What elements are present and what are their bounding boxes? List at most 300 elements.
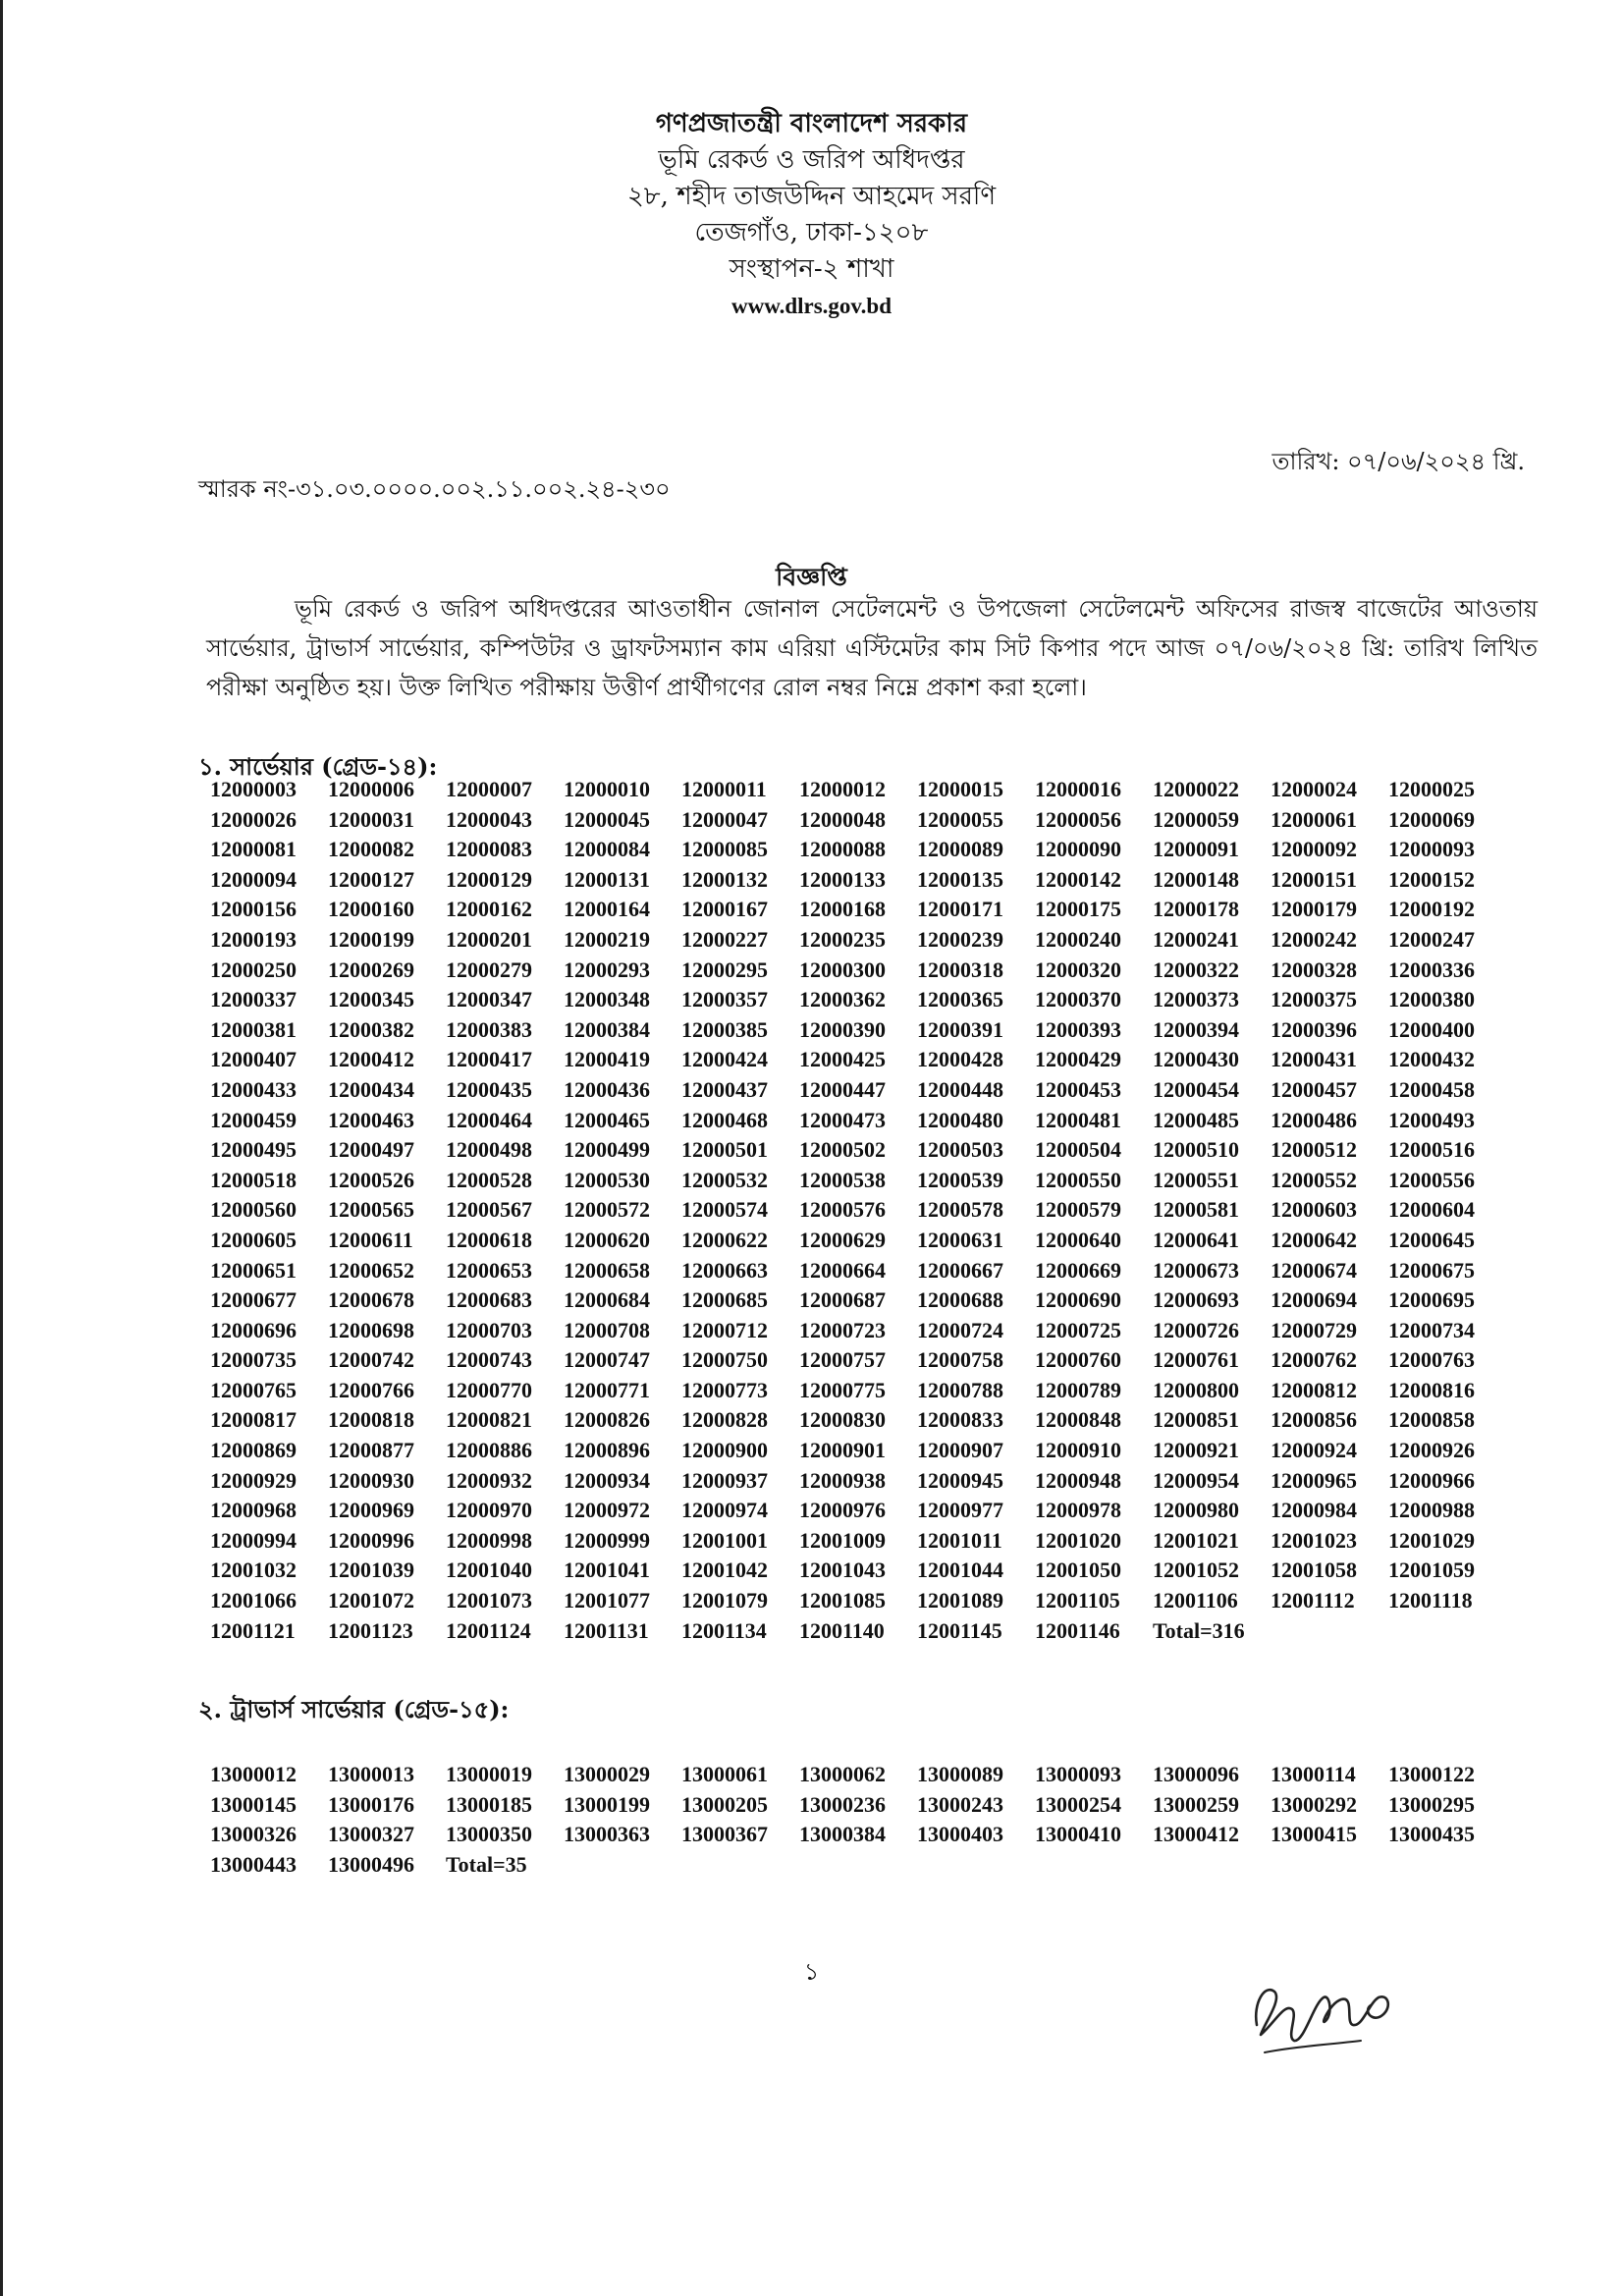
roll-number: 12001020 <box>1035 1527 1121 1553</box>
roll-number: 12000512 <box>1271 1137 1357 1163</box>
roll-number: 12000877 <box>328 1438 414 1463</box>
roll-number: 12000567 <box>446 1197 532 1223</box>
roll-number: 12000031 <box>328 806 414 832</box>
roll-number: 12000886 <box>446 1438 532 1463</box>
roll-number: 12000921 <box>1153 1438 1239 1463</box>
roll-number: 12001032 <box>210 1558 297 1583</box>
roll-number: 12001073 <box>446 1588 532 1613</box>
roll-number: 12000432 <box>1388 1047 1475 1072</box>
roll-number: 12000337 <box>210 987 297 1012</box>
roll-number: 12000250 <box>210 957 297 982</box>
roll-number: 12000538 <box>799 1167 886 1192</box>
website-link[interactable]: www.dlrs.gov.bd <box>731 294 892 318</box>
roll-number: 12001059 <box>1388 1558 1475 1583</box>
roll-number: 12001050 <box>1035 1558 1121 1583</box>
roll-number: 12000693 <box>1153 1287 1239 1313</box>
memo-number: স্মারক নং-৩১.০৩.০০০০.০০২.১১.০০২.২৪-২৩০ <box>198 475 671 503</box>
roll-number: 12000025 <box>1388 777 1475 801</box>
roll-number: 12000603 <box>1271 1197 1357 1223</box>
roll-number: 12000320 <box>1035 957 1121 982</box>
roll-number: 12001134 <box>681 1617 767 1643</box>
roll-number: 12000048 <box>799 806 886 832</box>
roll-number: 12000869 <box>210 1438 297 1463</box>
roll-number: 12000433 <box>210 1076 297 1102</box>
roll-number: 12000043 <box>446 806 532 832</box>
roll-number: 12000658 <box>564 1257 650 1283</box>
roll-number: 12000938 <box>799 1467 886 1493</box>
roll-number: 13000012 <box>210 1762 297 1786</box>
roll-number: 12000089 <box>917 837 1003 862</box>
roll-number: 12000465 <box>564 1107 650 1132</box>
roll-number: 13000415 <box>1271 1822 1357 1847</box>
roll-number: 12000192 <box>1388 897 1475 922</box>
roll-number: 12000605 <box>210 1227 297 1252</box>
roll-number: 12000669 <box>1035 1257 1121 1283</box>
roll-number: 12000088 <box>799 837 886 862</box>
roll-number: 12000167 <box>681 897 768 922</box>
roll-number: 12000974 <box>681 1498 768 1523</box>
roll-number: 12000556 <box>1388 1167 1475 1192</box>
roll-number: 12000056 <box>1035 806 1121 832</box>
roll-number: 12000664 <box>799 1257 886 1283</box>
roll-number: 12000061 <box>1271 806 1357 832</box>
roll-number: 12000848 <box>1035 1407 1121 1433</box>
roll-number: 12000631 <box>917 1227 1003 1252</box>
roll-number: 12001121 <box>210 1617 296 1643</box>
roll-number: 12000447 <box>799 1076 886 1102</box>
total-count: Total=35 <box>446 1851 527 1877</box>
roll-number: 12000579 <box>1035 1197 1121 1223</box>
roll-number: 13000410 <box>1035 1822 1121 1847</box>
roll-number: 13000236 <box>799 1791 886 1817</box>
roll-number: 12000771 <box>564 1377 650 1402</box>
roll-number: 12000972 <box>564 1498 650 1523</box>
scan-edge <box>0 0 3 2296</box>
roll-number: 13000029 <box>564 1762 650 1786</box>
roll-number: 12001145 <box>917 1617 1002 1643</box>
roll-number: 12000362 <box>799 987 886 1012</box>
roll-number: 12000954 <box>1153 1467 1239 1493</box>
notice-body: ভূমি রেকর্ড ও জরিপ অধিদপ্তরের আওতাধীন জোনাল সেটেলমেন্ট ও উপজেলা সেটেলমেন্ট অফিসের রাজস্ব বাজেটের আওতায় সার্ভেয়ার, ট্রাভার্স সার্ভেয়ার, কম্পিউটর ও ড্রাফটসম্যান কাম এরিয়া এস্টিমেটর কাম সিট কিপার পদে আজ ০৭/০৬/২০২৪ খ্রি: তারিখ লিখিত পরীক্ষা অনুষ্ঠিত হয়। উক্ত লিখিত পরীক্ষায় উত্তীর্ণ প্রার্থীগণের রোল নম্বর নিম্নে প্রকাশ করা হলো। <box>206 595 1538 701</box>
roll-number: 12000516 <box>1388 1137 1475 1163</box>
roll-number: 12001131 <box>564 1617 649 1643</box>
roll-number: 12000708 <box>564 1317 650 1342</box>
roll-number: 12000396 <box>1271 1016 1357 1042</box>
roll-number: 13000403 <box>917 1822 1003 1847</box>
roll-number: 12000667 <box>917 1257 1003 1283</box>
roll-number: 12000734 <box>1388 1317 1475 1342</box>
roll-number: 12000293 <box>564 957 650 982</box>
department-name: ভূমি রেকর্ড ও জরিপ অধিদপ্তর <box>658 145 965 175</box>
roll-number: 12000201 <box>446 926 532 952</box>
roll-number: 13000122 <box>1388 1762 1475 1786</box>
roll-number: 12000370 <box>1035 987 1121 1012</box>
roll-number: 12000966 <box>1388 1467 1475 1493</box>
roll-number: 12000015 <box>917 777 1003 801</box>
roll-number: 12001146 <box>1035 1617 1120 1643</box>
roll-number: 12000178 <box>1153 897 1239 922</box>
roll-number: 12001106 <box>1153 1588 1238 1613</box>
roll-number: 12000695 <box>1388 1287 1475 1313</box>
roll-number: 12000901 <box>799 1438 886 1463</box>
roll-number: 12000457 <box>1271 1076 1357 1102</box>
roll-number: 12000199 <box>328 926 414 952</box>
roll-number: 12000830 <box>799 1407 886 1433</box>
roll-number: 12000851 <box>1153 1407 1239 1433</box>
roll-number: 12000279 <box>446 957 532 982</box>
roll-number: 12000640 <box>1035 1227 1121 1252</box>
roll-number: 12000896 <box>564 1438 650 1463</box>
notice-title: বিজ্ঞপ্তি <box>776 563 847 591</box>
roll-number: 12000464 <box>446 1107 532 1132</box>
roll-number: 12001001 <box>681 1527 768 1553</box>
roll-number: 12000518 <box>210 1167 297 1192</box>
roll-number: 13000496 <box>328 1851 414 1877</box>
roll-number: 12000085 <box>681 837 768 862</box>
roll-number: 12000758 <box>917 1347 1003 1373</box>
roll-number: 12000735 <box>210 1347 297 1373</box>
roll-number: 12001043 <box>799 1558 886 1583</box>
roll-number: 12000800 <box>1153 1377 1239 1402</box>
roll-number: 12000069 <box>1388 806 1475 832</box>
roll-number: 12000994 <box>210 1527 297 1553</box>
roll-number: 13000199 <box>564 1791 650 1817</box>
roll-number: 12000391 <box>917 1016 1003 1042</box>
roll-number: 12000742 <box>328 1347 414 1373</box>
roll-number: 12000698 <box>328 1317 414 1342</box>
roll-number: 12001066 <box>210 1588 297 1613</box>
roll-number: 13000013 <box>328 1762 414 1786</box>
roll-number: 12000948 <box>1035 1467 1121 1493</box>
roll-number: 12000242 <box>1271 926 1357 952</box>
roll-number: 12001044 <box>917 1558 1003 1583</box>
roll-number: 12000578 <box>917 1197 1003 1223</box>
roll-number: 12000574 <box>681 1197 768 1223</box>
roll-number: 12000129 <box>446 866 532 892</box>
roll-number: 12000390 <box>799 1016 886 1042</box>
roll-number: 12000581 <box>1153 1197 1239 1223</box>
roll-number: 12000059 <box>1153 806 1239 832</box>
roll-number: 12000428 <box>917 1047 1003 1072</box>
roll-number: 12001124 <box>446 1617 531 1643</box>
branch-name: সংস্থাপন-২ শাখা <box>729 254 894 284</box>
roll-number: 12000724 <box>917 1317 1003 1342</box>
roll-number: 12000552 <box>1271 1167 1357 1192</box>
total-count: Total=316 <box>1153 1617 1245 1643</box>
roll-number: 12000175 <box>1035 897 1121 922</box>
roll-number: 12000999 <box>564 1527 650 1553</box>
roll-number: 12000011 <box>681 777 767 801</box>
roll-number: 12000560 <box>210 1197 297 1223</box>
roll-list-surveyor <box>210 777 1506 1648</box>
roll-number: 12001039 <box>328 1558 414 1583</box>
roll-number: 12000227 <box>681 926 768 952</box>
roll-number: 12000300 <box>799 957 886 982</box>
roll-number: 12000318 <box>917 957 1003 982</box>
roll-number: 12000385 <box>681 1016 768 1042</box>
roll-number: 12000929 <box>210 1467 297 1493</box>
roll-number: 12000493 <box>1388 1107 1475 1132</box>
roll-number: 12000135 <box>917 866 1003 892</box>
roll-number: 12000757 <box>799 1347 886 1373</box>
roll-number: 12000858 <box>1388 1407 1475 1433</box>
roll-number: 12001072 <box>328 1588 414 1613</box>
roll-number: 12000828 <box>681 1407 768 1433</box>
roll-number: 12000295 <box>681 957 768 982</box>
roll-number: 13000243 <box>917 1791 1003 1817</box>
roll-number: 12000687 <box>799 1287 886 1313</box>
roll-number: 12000526 <box>328 1167 414 1192</box>
roll-number: 12000932 <box>446 1467 532 1493</box>
roll-number: 12000937 <box>681 1467 768 1493</box>
roll-number: 12000907 <box>917 1438 1003 1463</box>
roll-number: 12000348 <box>564 987 650 1012</box>
roll-number: 12000425 <box>799 1047 886 1072</box>
roll-number: 12000910 <box>1035 1438 1121 1463</box>
roll-number: 12000007 <box>446 777 532 801</box>
roll-number: 12001140 <box>799 1617 885 1643</box>
roll-number: 12001089 <box>917 1588 1003 1613</box>
roll-number: 12000497 <box>328 1137 414 1163</box>
roll-number: 12000006 <box>328 777 414 801</box>
roll-number: 12000091 <box>1153 837 1239 862</box>
roll-number: 13000114 <box>1271 1762 1356 1786</box>
roll-number: 12000365 <box>917 987 1003 1012</box>
roll-number: 12000084 <box>564 837 650 862</box>
roll-number: 12000980 <box>1153 1498 1239 1523</box>
roll-number: 12001058 <box>1271 1558 1357 1583</box>
signature-mark <box>1235 1964 1407 2062</box>
roll-number: 12001118 <box>1388 1588 1473 1613</box>
roll-number: 12000969 <box>328 1498 414 1523</box>
roll-number: 13000367 <box>681 1822 768 1847</box>
roll-number: 12000696 <box>210 1317 297 1342</box>
roll-number: 12000435 <box>446 1076 532 1102</box>
roll-number: 12000012 <box>799 777 886 801</box>
roll-number: 12000934 <box>564 1467 650 1493</box>
roll-number: 13000363 <box>564 1822 650 1847</box>
roll-number: 12000384 <box>564 1016 650 1042</box>
roll-number: 12001011 <box>917 1527 1002 1553</box>
section-title-traverse-surveyor: ২. ট্রাভার্স সার্ভেয়ার (গ্রেড-১৫): <box>198 1695 510 1723</box>
roll-number: 12000576 <box>799 1197 886 1223</box>
roll-number: 13000435 <box>1388 1822 1475 1847</box>
roll-number: 12000380 <box>1388 987 1475 1012</box>
roll-number: 12000761 <box>1153 1347 1239 1373</box>
roll-number: 12000965 <box>1271 1467 1357 1493</box>
roll-number: 12000770 <box>446 1377 532 1402</box>
roll-number: 12000673 <box>1153 1257 1239 1283</box>
roll-number: 12000678 <box>328 1287 414 1313</box>
roll-number: 12001009 <box>799 1527 886 1553</box>
roll-number: 12000978 <box>1035 1498 1121 1523</box>
roll-number: 12000179 <box>1271 897 1357 922</box>
roll-number: 12000675 <box>1388 1257 1475 1283</box>
roll-number: 12000047 <box>681 806 768 832</box>
roll-number: 12000193 <box>210 926 297 952</box>
roll-number: 12000565 <box>328 1197 414 1223</box>
government-name: গণপ্রজাতন্ত্রী বাংলাদেশ সরকার <box>655 109 968 138</box>
roll-number: 12000690 <box>1035 1287 1121 1313</box>
roll-number: 12000499 <box>564 1137 650 1163</box>
roll-list-traverse-surveyor <box>210 1762 1506 1882</box>
roll-number: 13000061 <box>681 1762 768 1786</box>
roll-number: 13000089 <box>917 1762 1003 1786</box>
roll-number: 12000473 <box>799 1107 886 1132</box>
roll-number: 12000504 <box>1035 1137 1121 1163</box>
roll-number: 12000750 <box>681 1347 768 1373</box>
roll-number: 12000551 <box>1153 1167 1239 1192</box>
roll-number: 12000620 <box>564 1227 650 1252</box>
roll-number: 12000924 <box>1271 1438 1357 1463</box>
roll-number: 12000347 <box>446 987 532 1012</box>
roll-number: 12000611 <box>328 1227 413 1252</box>
roll-number: 12000127 <box>328 866 414 892</box>
roll-number: 13000205 <box>681 1791 768 1817</box>
roll-number: 12000550 <box>1035 1167 1121 1192</box>
roll-number: 12000817 <box>210 1407 297 1433</box>
roll-number: 13000292 <box>1271 1791 1357 1817</box>
roll-number: 12000430 <box>1153 1047 1239 1072</box>
roll-number: 12000148 <box>1153 866 1239 892</box>
roll-number: 12000431 <box>1271 1047 1357 1072</box>
roll-number: 12000723 <box>799 1317 886 1342</box>
roll-number: 12000131 <box>564 866 650 892</box>
roll-number: 12000968 <box>210 1498 297 1523</box>
roll-number: 12000133 <box>799 866 886 892</box>
roll-number: 13000062 <box>799 1762 886 1786</box>
roll-number: 12000629 <box>799 1227 886 1252</box>
roll-number: 12000642 <box>1271 1227 1357 1252</box>
roll-number: 12000394 <box>1153 1016 1239 1042</box>
roll-number: 12000688 <box>917 1287 1003 1313</box>
roll-number: 12000812 <box>1271 1377 1357 1402</box>
roll-number: 12000152 <box>1388 866 1475 892</box>
roll-number: 12000652 <box>328 1257 414 1283</box>
roll-number: 12000132 <box>681 866 768 892</box>
roll-number: 12000090 <box>1035 837 1121 862</box>
roll-number: 13000443 <box>210 1851 297 1877</box>
roll-number: 12000381 <box>210 1016 297 1042</box>
roll-number: 12000970 <box>446 1498 532 1523</box>
roll-number: 13000259 <box>1153 1791 1239 1817</box>
roll-number: 12000930 <box>328 1467 414 1493</box>
roll-number: 12000160 <box>328 897 414 922</box>
roll-number: 12000653 <box>446 1257 532 1283</box>
roll-number: 12000240 <box>1035 926 1121 952</box>
roll-number: 12000481 <box>1035 1107 1121 1132</box>
roll-number: 13000327 <box>328 1822 414 1847</box>
roll-number: 13000254 <box>1035 1791 1121 1817</box>
roll-number: 12000156 <box>210 897 297 922</box>
roll-number: 12000762 <box>1271 1347 1357 1373</box>
roll-number: 12000024 <box>1271 777 1357 801</box>
roll-number: 12000239 <box>917 926 1003 952</box>
roll-number: 12000459 <box>210 1107 297 1132</box>
roll-number: 12000663 <box>681 1257 768 1283</box>
roll-number: 12000486 <box>1271 1107 1357 1132</box>
roll-number: 12000510 <box>1153 1137 1239 1163</box>
roll-number: 12000448 <box>917 1076 1003 1102</box>
roll-number: 12000725 <box>1035 1317 1121 1342</box>
roll-number: 12000998 <box>446 1527 532 1553</box>
roll-number: 12000458 <box>1388 1076 1475 1102</box>
roll-number: 12000996 <box>328 1527 414 1553</box>
roll-number: 12000417 <box>446 1047 532 1072</box>
roll-number: 12000151 <box>1271 866 1357 892</box>
address-line-2: তেজগাঁও, ঢাকা-১২০৮ <box>694 218 929 247</box>
roll-number: 12000269 <box>328 957 414 982</box>
roll-number: 12000775 <box>799 1377 886 1402</box>
roll-number: 12000092 <box>1271 837 1357 862</box>
roll-number: 13000019 <box>446 1762 532 1786</box>
roll-number: 13000096 <box>1153 1762 1239 1786</box>
roll-number: 12000016 <box>1035 777 1121 801</box>
roll-number: 12000357 <box>681 987 768 1012</box>
roll-number: 12000241 <box>1153 926 1239 952</box>
roll-number: 12000375 <box>1271 987 1357 1012</box>
roll-number: 12000833 <box>917 1407 1003 1433</box>
roll-number: 12000453 <box>1035 1076 1121 1102</box>
roll-number: 12000760 <box>1035 1347 1121 1373</box>
roll-number: 12000345 <box>328 987 414 1012</box>
roll-number: 12000684 <box>564 1287 650 1313</box>
roll-number: 12000766 <box>328 1377 414 1402</box>
roll-number: 12000743 <box>446 1347 532 1373</box>
roll-number: 12001123 <box>328 1617 413 1643</box>
roll-number: 12000235 <box>799 926 886 952</box>
roll-number: 12000984 <box>1271 1498 1357 1523</box>
roll-number: 12000729 <box>1271 1317 1357 1342</box>
roll-number: 12000677 <box>210 1287 297 1313</box>
roll-number: 12000703 <box>446 1317 532 1342</box>
roll-number: 12000328 <box>1271 957 1357 982</box>
roll-number: 12000045 <box>564 806 650 832</box>
roll-number: 12000618 <box>446 1227 532 1252</box>
roll-number: 13000326 <box>210 1822 297 1847</box>
roll-number: 12000383 <box>446 1016 532 1042</box>
roll-number: 12000003 <box>210 777 297 801</box>
roll-number: 12000532 <box>681 1167 768 1192</box>
roll-number: 12000685 <box>681 1287 768 1313</box>
roll-number: 12000622 <box>681 1227 768 1252</box>
roll-number: 12000480 <box>917 1107 1003 1132</box>
roll-number: 12000142 <box>1035 866 1121 892</box>
roll-number: 12001112 <box>1271 1588 1355 1613</box>
roll-number: 12000826 <box>564 1407 650 1433</box>
roll-number: 12000336 <box>1388 957 1475 982</box>
roll-number: 12000026 <box>210 806 297 832</box>
roll-number: 12000429 <box>1035 1047 1121 1072</box>
roll-number: 12000419 <box>564 1047 650 1072</box>
roll-number: 12000022 <box>1153 777 1239 801</box>
roll-number: 12000454 <box>1153 1076 1239 1102</box>
roll-number: 12000641 <box>1153 1227 1239 1252</box>
roll-number: 12000945 <box>917 1467 1003 1493</box>
roll-number: 12000773 <box>681 1377 768 1402</box>
roll-number: 12000726 <box>1153 1317 1239 1342</box>
roll-number: 12000502 <box>799 1137 886 1163</box>
roll-number: 12000821 <box>446 1407 532 1433</box>
roll-number: 12000498 <box>446 1137 532 1163</box>
roll-number: 12001029 <box>1388 1527 1475 1553</box>
roll-number: 12000900 <box>681 1438 768 1463</box>
roll-number: 12001041 <box>564 1558 650 1583</box>
roll-number: 12000093 <box>1388 837 1475 862</box>
roll-number: 12000171 <box>917 897 1003 922</box>
roll-number: 12000503 <box>917 1137 1003 1163</box>
roll-number: 12000407 <box>210 1047 297 1072</box>
